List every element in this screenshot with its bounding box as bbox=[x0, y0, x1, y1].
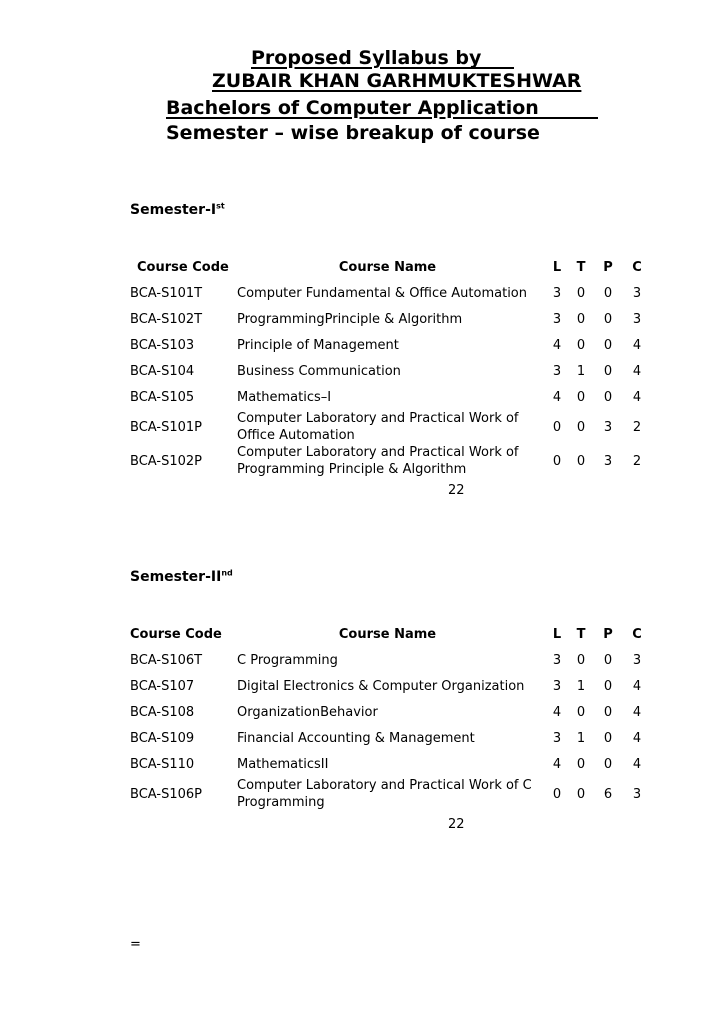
table-row bbox=[130, 725, 650, 751]
course-name-cell: Digital Electronics & Computer Organization bbox=[237, 678, 525, 694]
semester-2-table bbox=[130, 621, 650, 811]
table-row bbox=[130, 280, 650, 306]
lecture-cell: 3 bbox=[552, 678, 562, 694]
course-code-cell: BCA-S105 bbox=[130, 389, 195, 405]
course-code-cell: BCA-S101P bbox=[130, 419, 202, 435]
credits-cell: 3 bbox=[632, 311, 642, 327]
practical-cell: 3 bbox=[603, 453, 613, 469]
credits-cell: 2 bbox=[632, 419, 642, 435]
credits-cell: 3 bbox=[632, 786, 642, 802]
table-row bbox=[130, 332, 650, 358]
lecture-cell: 3 bbox=[552, 363, 562, 379]
col-p: P bbox=[603, 259, 613, 275]
practical-cell: 6 bbox=[603, 786, 613, 802]
lecture-cell: 3 bbox=[552, 285, 562, 301]
practical-cell: 0 bbox=[603, 389, 613, 405]
semester-2-title bbox=[130, 569, 233, 585]
col-l: L bbox=[552, 626, 562, 642]
credits-cell: 3 bbox=[632, 285, 642, 301]
table-row bbox=[130, 699, 650, 725]
col-t: T bbox=[576, 259, 586, 275]
credits-cell: 4 bbox=[632, 756, 642, 772]
course-name-cell: MathematicsII bbox=[237, 756, 329, 772]
course-code-cell: BCA-S103 bbox=[130, 337, 195, 353]
table-row bbox=[130, 306, 650, 332]
course-name-cell: Computer Laboratory and Practical Work of Office Automation bbox=[237, 411, 519, 443]
lecture-cell: 4 bbox=[552, 704, 562, 720]
course-code-cell: BCA-S106P bbox=[130, 786, 202, 802]
course-code-cell: BCA-S106T bbox=[130, 652, 203, 668]
course-code-cell: BCA-S110 bbox=[130, 756, 195, 772]
semester-1-title bbox=[130, 202, 225, 218]
practical-cell: 0 bbox=[603, 756, 613, 772]
lecture-cell: 3 bbox=[552, 730, 562, 746]
header-line-1: Proposed Syllabus by bbox=[251, 47, 482, 69]
lecture-cell: 0 bbox=[552, 419, 562, 435]
lecture-cell: 4 bbox=[552, 337, 562, 353]
practical-cell: 0 bbox=[603, 363, 613, 379]
tutorial-cell: 0 bbox=[576, 453, 586, 469]
tutorial-cell: 0 bbox=[576, 652, 586, 668]
table-header-row bbox=[130, 254, 650, 280]
col-l: L bbox=[552, 259, 562, 275]
table-row bbox=[130, 384, 650, 410]
practical-cell: 0 bbox=[603, 337, 613, 353]
semester-2-total: 22 bbox=[448, 817, 465, 832]
semester-1-title-text: Semester-I bbox=[130, 202, 217, 218]
col-course-name: Course Name bbox=[338, 259, 437, 275]
lecture-cell: 0 bbox=[552, 453, 562, 469]
footer-mark: = bbox=[130, 937, 141, 952]
practical-cell: 0 bbox=[603, 730, 613, 746]
header-line-3: Bachelors of Computer Application bbox=[166, 97, 539, 119]
header-underline-tail-2 bbox=[505, 117, 598, 119]
credits-cell: 3 bbox=[632, 652, 642, 668]
semester-2-title-text: Semester-II bbox=[130, 569, 222, 585]
col-course-name: Course Name bbox=[338, 626, 437, 642]
credits-cell: 4 bbox=[632, 704, 642, 720]
tutorial-cell: 0 bbox=[576, 756, 586, 772]
course-name-cell: Financial Accounting & Management bbox=[237, 730, 475, 746]
practical-cell: 0 bbox=[603, 311, 613, 327]
tutorial-cell: 0 bbox=[576, 337, 586, 353]
table-row bbox=[130, 444, 650, 478]
course-name-cell: OrganizationBehavior bbox=[237, 704, 378, 720]
course-name-cell: Computer Fundamental & Office Automation bbox=[237, 285, 527, 301]
course-code-cell: BCA-S108 bbox=[130, 704, 195, 720]
col-course-code: Course Code bbox=[130, 626, 222, 642]
col-course-code: Course Code bbox=[137, 259, 229, 275]
col-t: T bbox=[576, 626, 586, 642]
course-code-cell: BCA-S107 bbox=[130, 678, 195, 694]
tutorial-cell: 1 bbox=[576, 730, 586, 746]
tutorial-cell: 0 bbox=[576, 389, 586, 405]
practical-cell: 0 bbox=[603, 285, 613, 301]
table-row bbox=[130, 358, 650, 384]
table-row bbox=[130, 751, 650, 777]
course-code-cell: BCA-S104 bbox=[130, 363, 195, 379]
course-name-cell: C Programming bbox=[237, 652, 338, 668]
semester-1-suffix: st bbox=[216, 201, 225, 211]
credits-cell: 4 bbox=[632, 730, 642, 746]
tutorial-cell: 1 bbox=[576, 363, 586, 379]
course-code-cell: BCA-S102P bbox=[130, 453, 202, 469]
credits-cell: 4 bbox=[632, 363, 642, 379]
semester-2-suffix: nd bbox=[221, 568, 233, 578]
course-name-cell: Computer Laboratory and Practical Work of Programming Principle & Algorithm bbox=[237, 445, 519, 477]
course-name-cell: Business Communication bbox=[237, 363, 401, 379]
lecture-cell: 0 bbox=[552, 786, 562, 802]
lecture-cell: 4 bbox=[552, 756, 562, 772]
semester-1-table bbox=[130, 254, 650, 478]
lecture-cell: 3 bbox=[552, 311, 562, 327]
course-name-cell: Mathematics–I bbox=[237, 389, 332, 405]
table-header-row bbox=[130, 621, 650, 647]
table-row bbox=[130, 410, 650, 444]
tutorial-cell: 1 bbox=[576, 678, 586, 694]
course-name-cell: Computer Laboratory and Practical Work of C Programming bbox=[237, 778, 532, 810]
credits-cell: 2 bbox=[632, 453, 642, 469]
table-row bbox=[130, 673, 650, 699]
col-p: P bbox=[603, 626, 613, 642]
practical-cell: 3 bbox=[603, 419, 613, 435]
tutorial-cell: 0 bbox=[576, 704, 586, 720]
tutorial-cell: 0 bbox=[576, 311, 586, 327]
semester-1-total: 22 bbox=[448, 483, 465, 498]
course-name-cell: ProgrammingPrinciple & Algorithm bbox=[237, 311, 463, 327]
course-name-cell: Principle of Management bbox=[237, 337, 399, 353]
course-code-cell: BCA-S109 bbox=[130, 730, 195, 746]
lecture-cell: 3 bbox=[552, 652, 562, 668]
col-c: C bbox=[632, 626, 642, 642]
practical-cell: 0 bbox=[603, 704, 613, 720]
table-row bbox=[130, 647, 650, 673]
practical-cell: 0 bbox=[603, 652, 613, 668]
credits-cell: 4 bbox=[632, 337, 642, 353]
lecture-cell: 4 bbox=[552, 389, 562, 405]
credits-cell: 4 bbox=[632, 678, 642, 694]
col-c: C bbox=[632, 259, 642, 275]
header-line-4: Semester – wise breakup of course bbox=[166, 122, 540, 144]
table-row bbox=[130, 777, 650, 811]
tutorial-cell: 0 bbox=[576, 285, 586, 301]
practical-cell: 0 bbox=[603, 678, 613, 694]
tutorial-cell: 0 bbox=[576, 419, 586, 435]
credits-cell: 4 bbox=[632, 389, 642, 405]
header-line-2: ZUBAIR KHAN GARHMUKTESHWAR bbox=[212, 70, 582, 92]
course-code-cell: BCA-S101T bbox=[130, 285, 203, 301]
course-code-cell: BCA-S102T bbox=[130, 311, 203, 327]
tutorial-cell: 0 bbox=[576, 786, 586, 802]
